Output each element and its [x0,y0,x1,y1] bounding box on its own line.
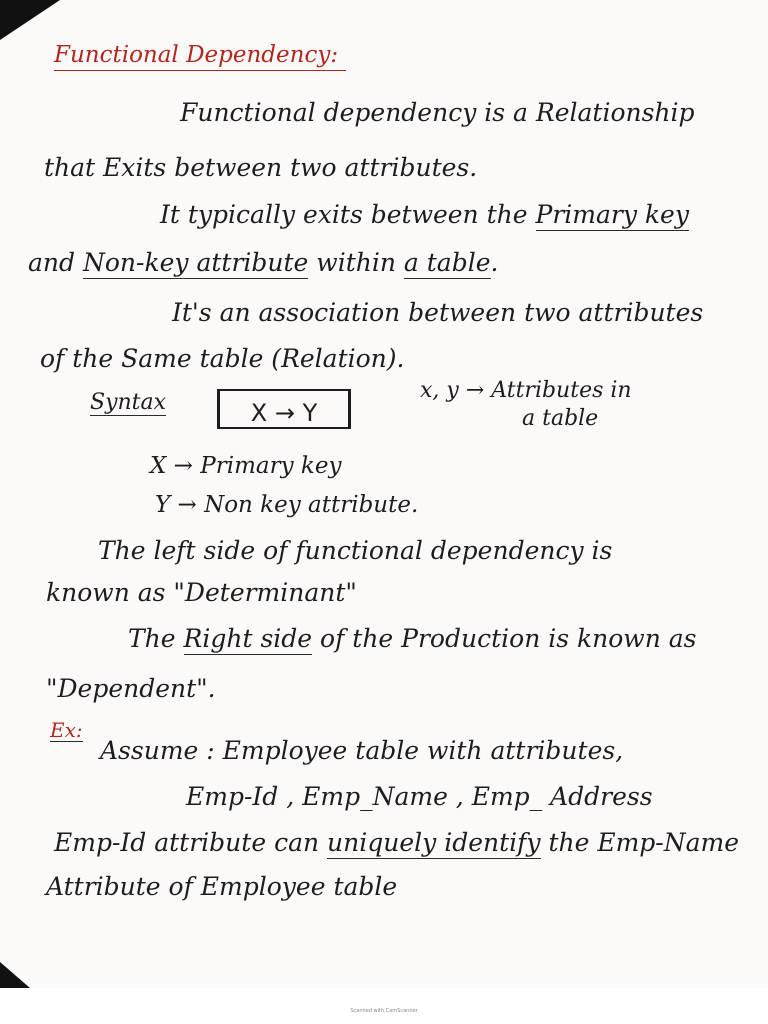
title-underline [54,70,346,71]
example-attributes: Emp-Id , Emp_Name , Emp_ Address [186,782,653,811]
definition-line-2: that Exits between two attributes. [44,153,478,182]
typical-line-2 [28,250,498,275]
example-line-4: Attribute of Employee table [46,872,398,901]
syntax-note-line-1: x, y → Attributes in [420,378,632,403]
non-key-term: Non-key attribute [82,248,309,277]
example-label: Ex: [50,718,83,742]
example-line3-suffix: the Emp-Name [540,828,740,857]
syntax-key-line-2: Y → Non key attribute. [155,492,419,518]
example-line-3 [54,830,739,855]
a-table-term: a table [403,248,491,277]
determinant-line-1: The left side of functional dependency is [98,536,613,565]
right-side-term: Right side [183,624,313,653]
page-title: Functional Dependency: [54,42,339,68]
example-line3-prefix: Emp-Id attribute can [54,828,328,857]
primary-key-term: Primary key [535,200,689,229]
example-assume: Assume : Employee table with attributes, [100,736,624,765]
syntax-expression: X → Y [250,399,318,427]
syntax-box [217,389,351,429]
bottom-margin [0,988,768,1024]
scanner-watermark: Scanned with CamScanner [350,1008,418,1014]
typical-line2-end: . [490,248,499,277]
typical-line2-prefix: and [28,248,83,277]
scan-shadow-bottom-left [0,962,30,988]
dependent-line-2: "Dependent". [46,674,216,703]
typical-prefix: It typically exits between the [160,200,536,229]
dependent-suffix: of the Production is known as [312,624,697,653]
syntax-label: Syntax [90,390,167,415]
dependent-prefix: The [128,624,184,653]
typical-line-1 [160,202,689,227]
syntax-key-line-1: X → Primary key [150,453,342,479]
association-line-1: It's an association between two attributes [172,298,704,327]
uniquely-identify-term: uniquely identify [327,828,541,857]
typical-line2-mid: within [308,248,404,277]
dependent-line-1 [128,626,697,651]
definition-line-1: Functional dependency is a Relationship [180,98,695,127]
syntax-note-line-2: a table [522,406,599,431]
association-line-2: of the Same table (Relation). [40,344,405,373]
determinant-line-2: known as "Determinant" [46,578,357,607]
scan-shadow-top-left [0,0,60,40]
